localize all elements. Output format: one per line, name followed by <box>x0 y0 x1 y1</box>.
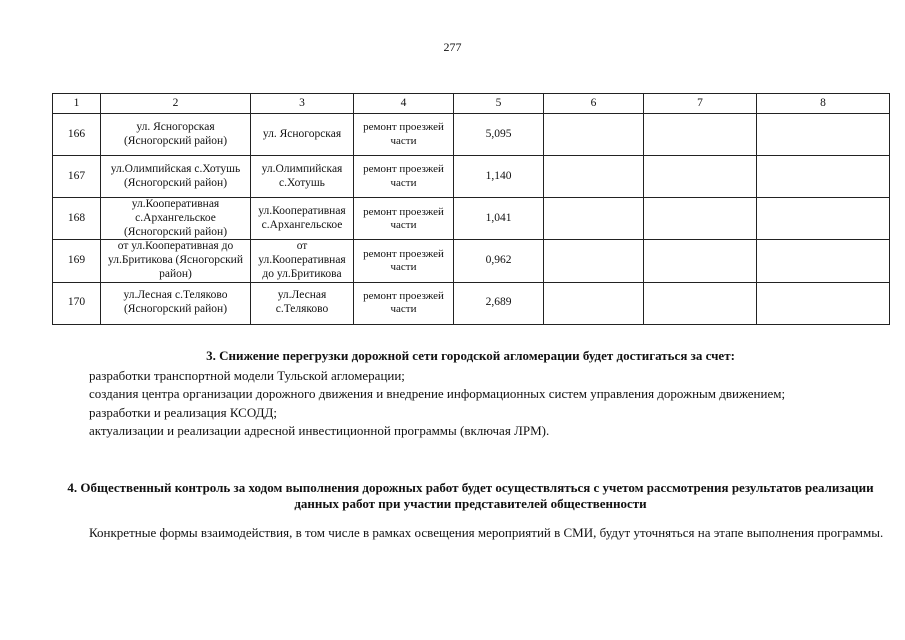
row-number: 166 <box>53 114 101 156</box>
road-name: от ул.Кооперативная до ул.Бритикова (Ясногорский район) <box>101 240 251 282</box>
road-name: ул.Кооперативная с.Архангельское (Ясногорский район) <box>101 198 251 240</box>
col-8-cell <box>757 114 890 156</box>
row-number: 169 <box>53 240 101 282</box>
table-row <box>53 240 890 282</box>
road-name: ул.Олимпийская с.Хотушь (Ясногорский район) <box>101 156 251 198</box>
road-name: ул. Ясногорская (Ясногорский район) <box>101 114 251 156</box>
col-8-cell <box>757 240 890 282</box>
row-number: 168 <box>53 198 101 240</box>
section-3-item: разработки транспортной модели Тульской агломерации; <box>89 367 405 383</box>
col-6-cell <box>544 114 644 156</box>
section-4-paragraph: Конкретные формы взаимодействия, в том числе в рамках освещения мероприятий в СМИ, будут уточняться на этапе выполнения программы. <box>89 525 884 541</box>
road-name: ул.Лесная с.Теляково (Ясногорский район) <box>101 282 251 324</box>
table-row <box>53 198 890 240</box>
section-3-title: 3. Снижение перегрузки дорожной сети городской агломерации будет достигаться за счет: <box>206 348 735 363</box>
road-length: 1,041 <box>454 198 544 240</box>
road-length: 1,140 <box>454 156 544 198</box>
col-8-cell <box>757 198 890 240</box>
table-row <box>53 114 890 156</box>
header-col-8: 8 <box>757 94 890 114</box>
road-length: 5,095 <box>454 114 544 156</box>
header-col-6: 6 <box>544 94 644 114</box>
header-col-3: 3 <box>251 94 354 114</box>
col-7-cell <box>644 198 757 240</box>
header-col-2: 2 <box>101 94 251 114</box>
table-header-row <box>53 94 890 114</box>
col-6-cell <box>544 156 644 198</box>
row-number: 170 <box>53 282 101 324</box>
col-7-cell <box>644 240 757 282</box>
street-name: ул.Кооперативная с.Архангельское <box>251 198 354 240</box>
section-4-title: 4. Общественный контроль за ходом выполнения дорожных работ будет осуществляться с учетом рассмотрения результатов реализации данных работ при участии представителей общественности <box>67 480 874 511</box>
page-number: 277 <box>443 40 462 54</box>
table-row <box>53 156 890 198</box>
road-length: 0,962 <box>454 240 544 282</box>
col-6-cell <box>544 198 644 240</box>
street-name: от ул.Кооперативная до ул.Бритикова <box>251 240 354 282</box>
work-type: ремонт проезжей части <box>354 282 454 324</box>
street-name: ул.Лесная с.Теляково <box>251 282 354 324</box>
work-type: ремонт проезжей части <box>354 156 454 198</box>
col-8-cell <box>757 156 890 198</box>
header-col-7: 7 <box>644 94 757 114</box>
col-8-cell <box>757 282 890 324</box>
col-7-cell <box>644 156 757 198</box>
header-col-5: 5 <box>454 94 544 114</box>
section-3-item: актуализации и реализации адресной инвестиционной программы (включая ЛРМ). <box>89 423 550 439</box>
col-6-cell <box>544 240 644 282</box>
row-number: 167 <box>53 156 101 198</box>
road-repair-table <box>52 93 890 325</box>
section-3-item: создания центра организации дорожного движения и внедрение информационных систем управления дорожным движением; <box>89 386 786 402</box>
section-4 <box>52 480 889 541</box>
col-6-cell <box>544 282 644 324</box>
col-7-cell <box>644 282 757 324</box>
section-3-item: разработки и реализация КСОДД; <box>89 404 277 420</box>
work-type: ремонт проезжей части <box>354 114 454 156</box>
work-type: ремонт проезжей части <box>354 198 454 240</box>
header-col-4: 4 <box>354 94 454 114</box>
section-3 <box>52 348 889 439</box>
col-7-cell <box>644 114 757 156</box>
street-name: ул. Ясногорская <box>251 114 354 156</box>
table-row <box>53 282 890 324</box>
road-length: 2,689 <box>454 282 544 324</box>
header-col-1: 1 <box>53 94 101 114</box>
work-type: ремонт проезжей части <box>354 240 454 282</box>
street-name: ул.Олимпийская с.Хотушь <box>251 156 354 198</box>
